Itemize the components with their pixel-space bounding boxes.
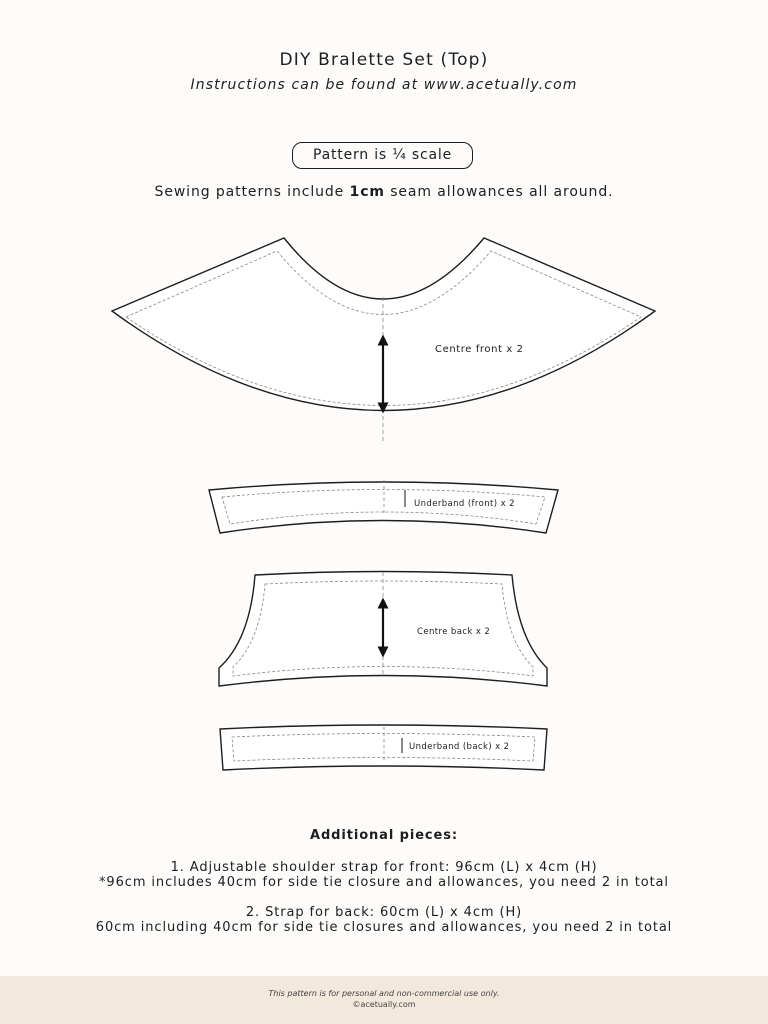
additional-item-1-line-2: *96cm includes 40cm for side tie closure and allowances, you need 2 in total xyxy=(99,875,669,890)
centre-back-label: Centre back x 2 xyxy=(417,627,491,637)
additional-item-1 xyxy=(0,860,768,890)
seam-note-before: Sewing patterns include xyxy=(154,184,350,200)
additional-item-1-line-1: 1. Adjustable shoulder strap for front: 96cm (L) x 4cm (H) xyxy=(170,860,598,875)
centre-front-piece xyxy=(112,238,655,444)
additional-item-2 xyxy=(0,905,768,935)
additional-item-2-line-2: 60cm including 40cm for side tie closures and allowances, you need 2 in total xyxy=(95,920,673,935)
page-footer xyxy=(0,976,768,1024)
page-title: DIY Bralette Set (Top) xyxy=(279,50,489,70)
underband-back-piece xyxy=(220,725,547,770)
additional-pieces xyxy=(0,828,768,950)
centre-front-label: Centre front x 2 xyxy=(435,344,524,355)
underband-back-label: Underband (back) x 2 xyxy=(409,742,510,752)
centre-back-piece xyxy=(219,572,547,687)
footer-disclaimer: This pattern is for personal and non-commercial use only. xyxy=(268,989,500,998)
scale-prefix: Pattern is xyxy=(313,147,393,163)
underband-front-label: Underband (front) x 2 xyxy=(414,499,515,509)
seam-note-bold: 1cm xyxy=(349,184,385,200)
scale-fraction: ¼ xyxy=(392,147,407,163)
underband-front-piece xyxy=(209,480,558,533)
footer-copyright: ©acetually.com xyxy=(352,1000,416,1009)
additional-item-2-line-1: 2. Strap for back: 60cm (L) x 4cm (H) xyxy=(245,905,523,920)
seam-note-after: seam allowances all around. xyxy=(384,184,614,200)
additional-heading: Additional pieces: xyxy=(310,828,458,843)
scale-suffix: scale xyxy=(406,147,452,163)
instructions-subtitle: Instructions can be found at www.acetually.com xyxy=(190,77,578,93)
